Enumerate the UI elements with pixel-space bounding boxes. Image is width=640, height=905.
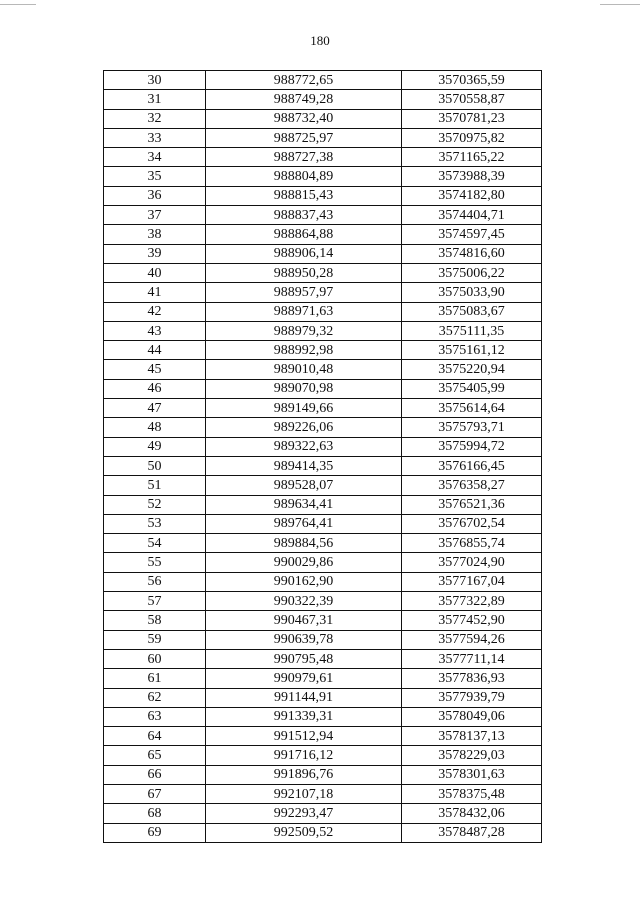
table-row — [104, 244, 542, 263]
scan-edge-mark-right — [600, 4, 640, 5]
table-row — [104, 707, 542, 726]
y-coordinate-cell: 3575220,94 — [402, 360, 542, 379]
point-number-cell: 36 — [104, 186, 206, 205]
y-coordinate-cell: 3577452,90 — [402, 611, 542, 630]
y-coordinate-cell: 3576521,36 — [402, 495, 542, 514]
table-row — [104, 688, 542, 707]
y-coordinate-cell: 3575083,67 — [402, 302, 542, 321]
point-number-cell: 57 — [104, 592, 206, 611]
x-coordinate-cell: 989322,63 — [206, 437, 402, 456]
y-coordinate-cell: 3577594,26 — [402, 630, 542, 649]
x-coordinate-cell: 989634,41 — [206, 495, 402, 514]
table-row — [104, 283, 542, 302]
point-number-cell: 52 — [104, 495, 206, 514]
x-coordinate-cell: 988837,43 — [206, 206, 402, 225]
point-number-cell: 35 — [104, 167, 206, 186]
point-number-cell: 40 — [104, 263, 206, 282]
table-row — [104, 167, 542, 186]
x-coordinate-cell: 989528,07 — [206, 476, 402, 495]
table-row — [104, 727, 542, 746]
x-coordinate-cell: 991896,76 — [206, 765, 402, 784]
x-coordinate-cell: 988950,28 — [206, 263, 402, 282]
point-number-cell: 62 — [104, 688, 206, 707]
table-row — [104, 128, 542, 147]
y-coordinate-cell: 3576855,74 — [402, 534, 542, 553]
x-coordinate-cell: 991144,91 — [206, 688, 402, 707]
y-coordinate-cell: 3578432,06 — [402, 804, 542, 823]
table-row — [104, 206, 542, 225]
y-coordinate-cell: 3575793,71 — [402, 418, 542, 437]
point-number-cell: 60 — [104, 649, 206, 668]
table-row — [104, 186, 542, 205]
y-coordinate-cell: 3575994,72 — [402, 437, 542, 456]
x-coordinate-cell: 988732,40 — [206, 109, 402, 128]
table-row — [104, 341, 542, 360]
point-number-cell: 55 — [104, 553, 206, 572]
point-number-cell: 48 — [104, 418, 206, 437]
page-number: 180 — [310, 33, 330, 48]
y-coordinate-cell: 3576702,54 — [402, 514, 542, 533]
y-coordinate-cell: 3578301,63 — [402, 765, 542, 784]
x-coordinate-cell: 991512,94 — [206, 727, 402, 746]
table-row — [104, 630, 542, 649]
y-coordinate-cell: 3574816,60 — [402, 244, 542, 263]
table-row — [104, 669, 542, 688]
coordinates-table-body — [104, 71, 542, 843]
x-coordinate-cell: 990467,31 — [206, 611, 402, 630]
point-number-cell: 44 — [104, 341, 206, 360]
point-number-cell: 61 — [104, 669, 206, 688]
y-coordinate-cell: 3575006,22 — [402, 263, 542, 282]
point-number-cell: 53 — [104, 514, 206, 533]
x-coordinate-cell: 988906,14 — [206, 244, 402, 263]
table-row — [104, 534, 542, 553]
x-coordinate-cell: 988804,89 — [206, 167, 402, 186]
point-number-cell: 64 — [104, 727, 206, 746]
x-coordinate-cell: 988971,63 — [206, 302, 402, 321]
y-coordinate-cell: 3574182,80 — [402, 186, 542, 205]
point-number-cell: 43 — [104, 321, 206, 340]
point-number-cell: 63 — [104, 707, 206, 726]
table-row — [104, 148, 542, 167]
point-number-cell: 66 — [104, 765, 206, 784]
x-coordinate-cell: 989884,56 — [206, 534, 402, 553]
table-row — [104, 553, 542, 572]
y-coordinate-cell: 3574404,71 — [402, 206, 542, 225]
x-coordinate-cell: 989070,98 — [206, 379, 402, 398]
x-coordinate-cell: 990322,39 — [206, 592, 402, 611]
table-row — [104, 437, 542, 456]
table-row — [104, 649, 542, 668]
point-number-cell: 58 — [104, 611, 206, 630]
x-coordinate-cell: 990639,78 — [206, 630, 402, 649]
y-coordinate-cell: 3578375,48 — [402, 784, 542, 803]
table-row — [104, 495, 542, 514]
point-number-cell: 31 — [104, 90, 206, 109]
x-coordinate-cell: 992509,52 — [206, 823, 402, 842]
x-coordinate-cell: 988725,97 — [206, 128, 402, 147]
y-coordinate-cell: 3575161,12 — [402, 341, 542, 360]
x-coordinate-cell: 990979,61 — [206, 669, 402, 688]
x-coordinate-cell: 988815,43 — [206, 186, 402, 205]
point-number-cell: 38 — [104, 225, 206, 244]
table-row — [104, 71, 542, 90]
point-number-cell: 32 — [104, 109, 206, 128]
y-coordinate-cell: 3577024,90 — [402, 553, 542, 572]
point-number-cell: 69 — [104, 823, 206, 842]
table-row — [104, 321, 542, 340]
point-number-cell: 47 — [104, 399, 206, 418]
table-row — [104, 572, 542, 591]
y-coordinate-cell: 3575614,64 — [402, 399, 542, 418]
x-coordinate-cell: 989764,41 — [206, 514, 402, 533]
table-row — [104, 399, 542, 418]
point-number-cell: 50 — [104, 456, 206, 475]
table-row — [104, 456, 542, 475]
x-coordinate-cell: 989414,35 — [206, 456, 402, 475]
x-coordinate-cell: 988864,88 — [206, 225, 402, 244]
y-coordinate-cell: 3570558,87 — [402, 90, 542, 109]
point-number-cell: 45 — [104, 360, 206, 379]
x-coordinate-cell: 989149,66 — [206, 399, 402, 418]
point-number-cell: 59 — [104, 630, 206, 649]
table-row — [104, 225, 542, 244]
x-coordinate-cell: 991716,12 — [206, 746, 402, 765]
y-coordinate-cell: 3570781,23 — [402, 109, 542, 128]
point-number-cell: 37 — [104, 206, 206, 225]
y-coordinate-cell: 3573988,39 — [402, 167, 542, 186]
table-row — [104, 823, 542, 842]
y-coordinate-cell: 3570365,59 — [402, 71, 542, 90]
y-coordinate-cell: 3577322,89 — [402, 592, 542, 611]
point-number-cell: 30 — [104, 71, 206, 90]
x-coordinate-cell: 991339,31 — [206, 707, 402, 726]
point-number-cell: 56 — [104, 572, 206, 591]
table-row — [104, 592, 542, 611]
point-number-cell: 51 — [104, 476, 206, 495]
table-row — [104, 263, 542, 282]
x-coordinate-cell: 992293,47 — [206, 804, 402, 823]
x-coordinate-cell: 988957,97 — [206, 283, 402, 302]
table-row — [104, 360, 542, 379]
table-row — [104, 302, 542, 321]
table-row — [104, 746, 542, 765]
x-coordinate-cell: 990795,48 — [206, 649, 402, 668]
table-row — [104, 804, 542, 823]
point-number-cell: 49 — [104, 437, 206, 456]
x-coordinate-cell: 988992,98 — [206, 341, 402, 360]
point-number-cell: 42 — [104, 302, 206, 321]
point-number-cell: 33 — [104, 128, 206, 147]
y-coordinate-cell: 3578049,06 — [402, 707, 542, 726]
y-coordinate-cell: 3575405,99 — [402, 379, 542, 398]
x-coordinate-cell: 989010,48 — [206, 360, 402, 379]
y-coordinate-cell: 3577939,79 — [402, 688, 542, 707]
table-row — [104, 784, 542, 803]
y-coordinate-cell: 3578137,13 — [402, 727, 542, 746]
point-number-cell: 41 — [104, 283, 206, 302]
x-coordinate-cell: 988979,32 — [206, 321, 402, 340]
y-coordinate-cell: 3574597,45 — [402, 225, 542, 244]
table-row — [104, 109, 542, 128]
point-number-cell: 67 — [104, 784, 206, 803]
point-number-cell: 65 — [104, 746, 206, 765]
y-coordinate-cell: 3577836,93 — [402, 669, 542, 688]
coordinates-table — [103, 70, 542, 843]
x-coordinate-cell: 992107,18 — [206, 784, 402, 803]
y-coordinate-cell: 3571165,22 — [402, 148, 542, 167]
table-row — [104, 765, 542, 784]
table-row — [104, 476, 542, 495]
y-coordinate-cell: 3577711,14 — [402, 649, 542, 668]
table-row — [104, 379, 542, 398]
table-row — [104, 418, 542, 437]
x-coordinate-cell: 988749,28 — [206, 90, 402, 109]
point-number-cell: 68 — [104, 804, 206, 823]
point-number-cell: 46 — [104, 379, 206, 398]
x-coordinate-cell: 990162,90 — [206, 572, 402, 591]
y-coordinate-cell: 3577167,04 — [402, 572, 542, 591]
x-coordinate-cell: 988772,65 — [206, 71, 402, 90]
scan-edge-mark-left — [0, 4, 36, 5]
y-coordinate-cell: 3575033,90 — [402, 283, 542, 302]
table-row — [104, 90, 542, 109]
y-coordinate-cell: 3576166,45 — [402, 456, 542, 475]
point-number-cell: 54 — [104, 534, 206, 553]
point-number-cell: 34 — [104, 148, 206, 167]
table-row — [104, 611, 542, 630]
table-row — [104, 514, 542, 533]
x-coordinate-cell: 988727,38 — [206, 148, 402, 167]
x-coordinate-cell: 989226,06 — [206, 418, 402, 437]
y-coordinate-cell: 3576358,27 — [402, 476, 542, 495]
y-coordinate-cell: 3575111,35 — [402, 321, 542, 340]
y-coordinate-cell: 3578487,28 — [402, 823, 542, 842]
x-coordinate-cell: 990029,86 — [206, 553, 402, 572]
point-number-cell: 39 — [104, 244, 206, 263]
y-coordinate-cell: 3578229,03 — [402, 746, 542, 765]
y-coordinate-cell: 3570975,82 — [402, 128, 542, 147]
